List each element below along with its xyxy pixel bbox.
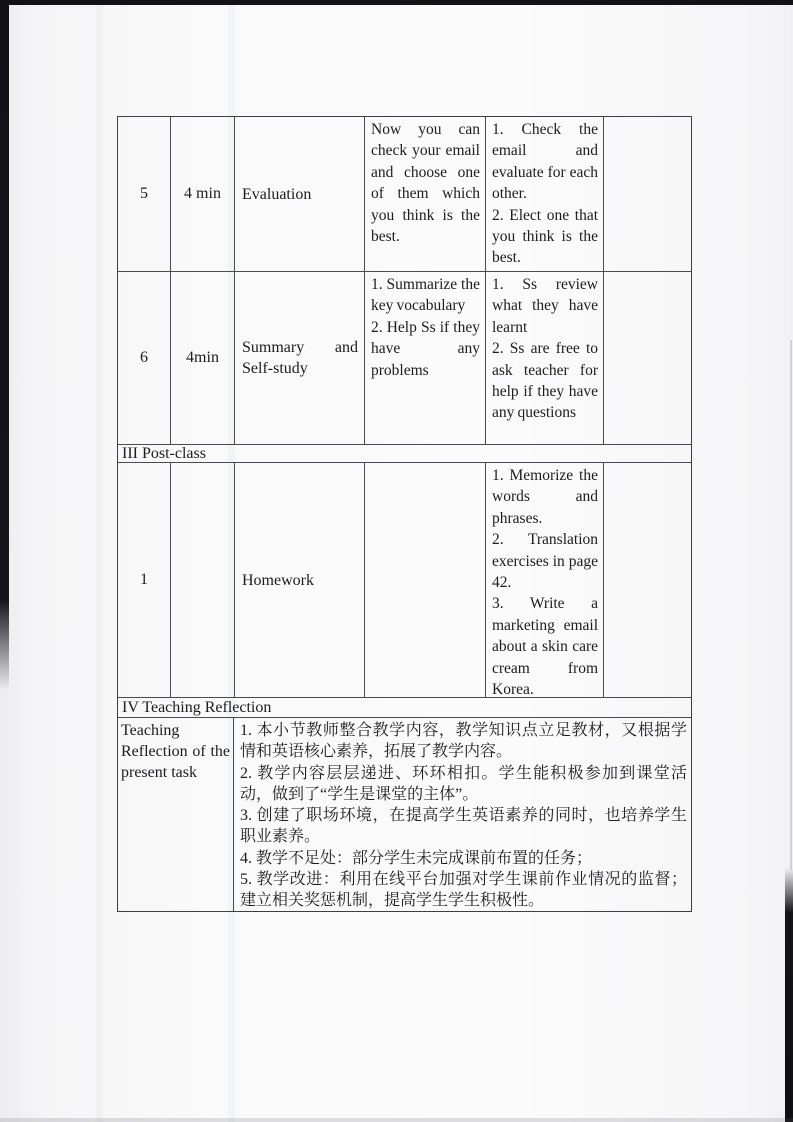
time-cell: 4min (171, 272, 235, 444)
activity-paragraph: 2. Help Ss if they have any problems (371, 318, 480, 379)
reflection-item: 4. 教学不足处：部分学生未完成课前布置的任务； (240, 849, 593, 867)
scan-bottom-edge-artifact (0, 1118, 793, 1122)
reflection-label-cell (118, 718, 234, 911)
scan-left-edge-artifact (0, 0, 9, 690)
stage-cell (235, 463, 365, 697)
time-cell: 4 min (171, 117, 235, 271)
stage-cell (235, 117, 365, 271)
activity-paragraph: 1. Memorize the words and phrases. (492, 467, 598, 527)
scan-right-edge-faint-line (790, 340, 792, 870)
stage-label: Homework (242, 571, 314, 589)
reflection-item: 5. 教学改进：利用在线平台加强对学生课前作业情况的监督；建立相关奖惩机制，提高学生学生积极性。 (240, 871, 687, 910)
reflection-label: Teaching Reflection of the present task (121, 722, 230, 781)
step-number-cell: 6 (118, 272, 171, 444)
activity-paragraph: 1. Ss review what they have learnt (492, 276, 598, 336)
teacher-activity-cell (365, 117, 486, 271)
stage-label: Evaluation (242, 185, 312, 203)
table-row-summary (118, 272, 691, 445)
table-row-reflection-detail (118, 718, 691, 911)
reflection-item: 3. 创建了职场环境，在提高学生英语素养的同时，也培养学生职业素养。 (240, 807, 687, 846)
section-label: III Post-class (122, 444, 206, 462)
activity-paragraph: 3. Write a marketing email about a skin care cream from Korea. (492, 595, 598, 697)
student-activity-cell (486, 117, 604, 271)
activity-paragraph: 1. Summarize the key vocabulary (371, 276, 480, 315)
step-number-cell: 1 (118, 463, 171, 697)
reflection-item: 1. 本小节教师整合教学内容，教学知识点立足教材，又根据学情和英语核心素养，拓展了教学内容。 (240, 722, 687, 761)
section-label: IV Teaching Reflection (122, 698, 272, 716)
table-row-evaluation (118, 117, 691, 272)
reflection-content-cell (234, 718, 691, 911)
step-number-cell: 5 (118, 117, 171, 271)
time-cell (171, 463, 235, 697)
teacher-activity-cell (365, 463, 486, 697)
activity-paragraph: 1. Check the email and evaluate for each other. (492, 121, 598, 203)
notes-cell (604, 272, 691, 444)
lesson-plan-table (117, 116, 692, 912)
activity-paragraph: 2. Ss are free to ask teacher for help if they have any questions (492, 340, 598, 422)
stage-cell (235, 272, 365, 444)
scanner-streak (96, 0, 103, 1122)
reflection-item: 2. 教学内容层层递进、环环相扣。学生能积极参加到课堂活动，做到了“学生是课堂的主体”。 (240, 764, 687, 803)
notes-cell (604, 117, 691, 271)
student-activity-cell (486, 463, 604, 697)
scan-top-edge-artifact (0, 0, 793, 5)
scan-right-edge-artifact (785, 868, 793, 1122)
teacher-activity-cell (365, 272, 486, 444)
notes-cell (604, 463, 691, 697)
section-row-teaching-reflection (118, 698, 691, 718)
activity-paragraph: 2. Elect one that you think is the best. (492, 206, 598, 267)
activity-paragraph: Now you can check your email and choose one of them which you think is the best. (371, 121, 480, 246)
student-activity-cell (486, 272, 604, 444)
section-row-post-class (118, 445, 691, 463)
table-row-homework (118, 463, 691, 698)
stage-label: Summary and Self-study (242, 339, 358, 377)
activity-paragraph: 2. Translation exercises in page 42. (492, 531, 598, 592)
